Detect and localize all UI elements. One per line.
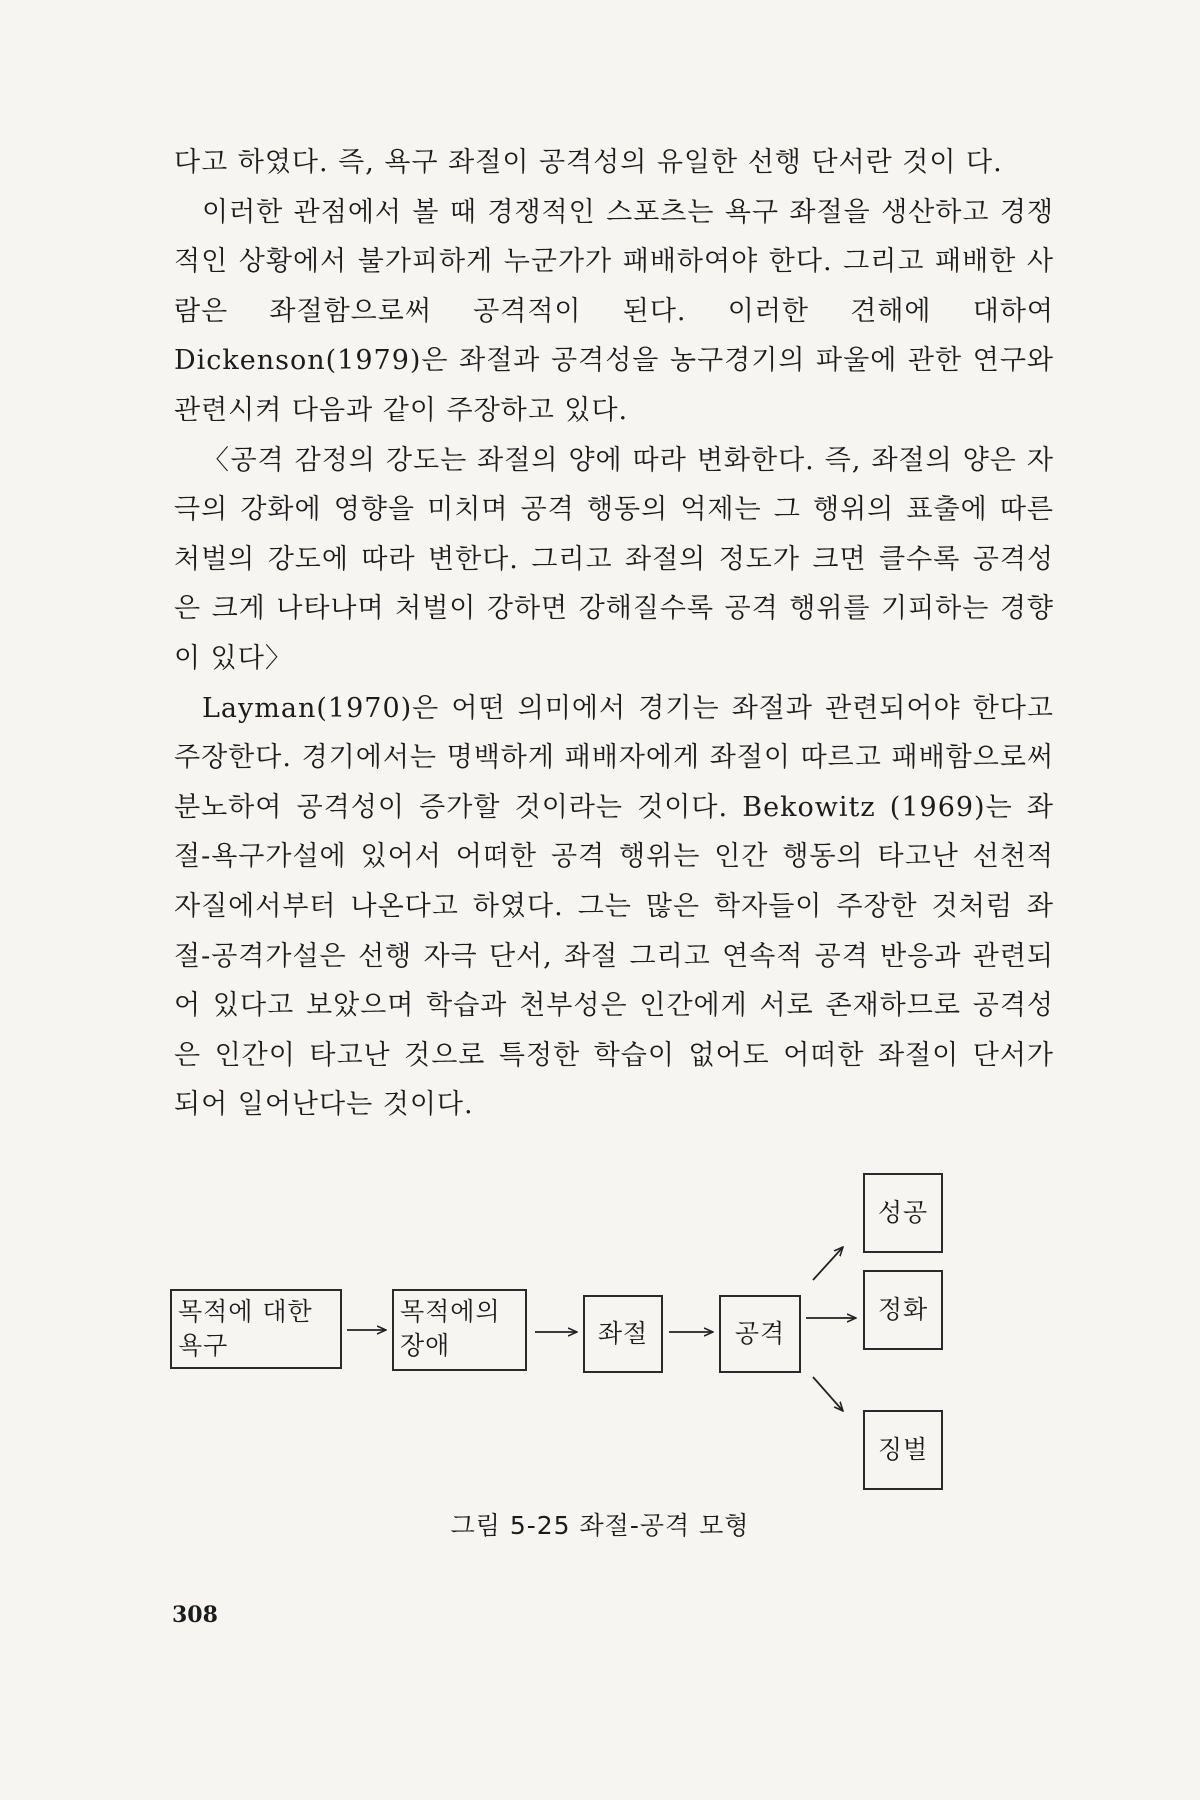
paragraph-layman-bekowitz: Layman(1970)은 어떤 의미에서 경기는 좌절과 관련되어야 한다고 주장한다. 경기에서는 명백하게 패배자에게 좌절이 따르고 패배함으로써 분노하여 공격성이 증가할 것이라는 것이다. Bekowitz (1969)는 좌절-욕구가설에 있어서 어떠한 공격 행위는 인간 행동의 타고난 선천적 자질에서부터 나온다고 하였다. 그는 많은 학자들이 주장한 것처럼 좌절-공격가설은 선행 자극 단서, 좌절 그리고 연속적 공격 반응과 관련되어 있다고 보았으며 학습과 천부성은 인간에게 서로 존재하므로 공격성은 인간이 타고난 것으로 특정한 학습이 없어도 어떠한 좌절이 단서가 되어 일어난다는 것이다. (174, 692, 1054, 1121)
box-aggression-label: 공격 (734, 1319, 786, 1348)
box-need-for-goal (170, 1289, 342, 1369)
page-number: 308 (172, 1602, 218, 1628)
box-frustration-label: 좌절 (597, 1319, 649, 1348)
box-aggression (719, 1295, 801, 1373)
box-obstacle-to-goal (392, 1289, 527, 1371)
paragraph-competitive-sports: 이러한 관점에서 볼 때 경쟁적인 스포츠는 욕구 좌절을 생산하고 경쟁적인 상황에서 불가피하게 누군가가 패배하여야 한다. 그리고 패배한 사람은 좌절함으로써 공격적이 된다. 이러한 견해에 대하여 Dickenson(1979)은 좌절과 공격성을 농구경기의 파울에 관한 연구와 관련시켜 다음과 같이 주장하고 있다. (174, 196, 1054, 426)
paragraph-quote-dickenson: 〈공격 감정의 강도는 좌절의 양에 따라 변화한다. 즉, 좌절의 양은 자극의 강화에 영향을 미치며 공격 행동의 억제는 그 행위의 표출에 따른 처벌의 강도에 따라 변한다. 그리고 좌절의 정도가 크면 클수록 공격성은 크게 나타나며 처벌이 강하면 강해질수록 공격 행위를 기피하는 경향이 있다〉 (174, 444, 1054, 674)
box-obstacle-label: 목적에의 장애 (400, 1297, 501, 1360)
box-punishment (863, 1410, 943, 1490)
box-success (863, 1173, 943, 1253)
arrow-aggression-to-punishment (813, 1377, 843, 1411)
figure-caption: 그림 5-25 좌절-공격 모형 (450, 1511, 750, 1540)
box-catharsis-label: 정화 (877, 1295, 929, 1324)
box-success-label: 성공 (877, 1198, 929, 1227)
paragraph-continuation: 다고 하였다. 즉, 욕구 좌절이 공격성의 유일한 선행 단서란 것이 다. (174, 147, 1003, 178)
box-catharsis (863, 1270, 943, 1350)
arrow-aggression-to-success (813, 1247, 843, 1280)
box-punishment-label: 징벌 (877, 1435, 929, 1464)
body-text (174, 138, 1054, 1130)
box-frustration (583, 1295, 663, 1373)
box-need-label: 목적에 대한 욕구 (178, 1297, 313, 1360)
